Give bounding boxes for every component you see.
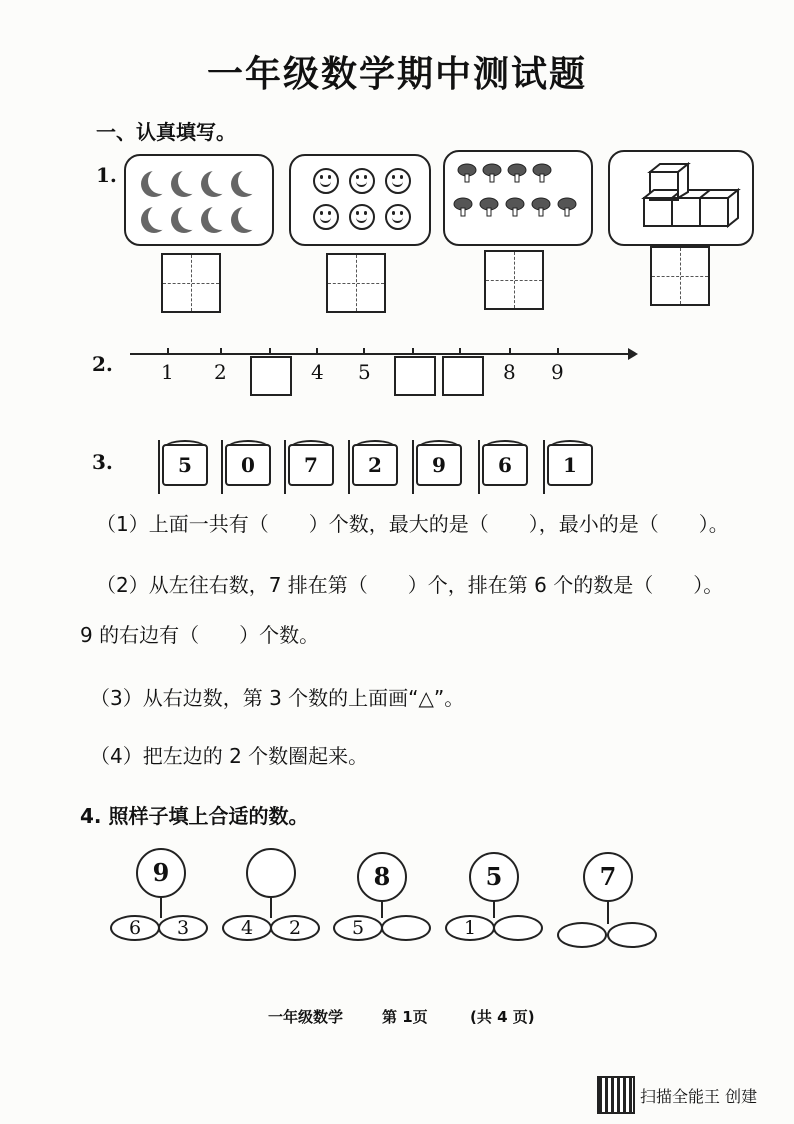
answer-box[interactable] <box>484 250 544 310</box>
smiley-icon <box>313 204 339 230</box>
smiley-icon <box>349 168 375 194</box>
moon-icon <box>208 168 234 194</box>
answer-box[interactable] <box>326 253 386 313</box>
flower-top-number: 5 <box>469 852 519 902</box>
smiley-icon <box>385 204 411 230</box>
page-title: 一年级数学期中测试题 <box>206 54 587 95</box>
tick-label: 8 <box>503 360 516 384</box>
flower-stem <box>270 896 272 918</box>
flower-left-leaf[interactable] <box>557 922 607 948</box>
flower-stem <box>493 900 495 918</box>
section-heading: 一、认真填写。 <box>96 120 236 144</box>
number-line-answer-box[interactable] <box>442 356 484 396</box>
smiley-picture <box>289 154 431 246</box>
question-text: （1）上面一共有（ ）个数，最大的是（ ），最小的是（ ）。 <box>96 512 729 536</box>
smiley-icon <box>313 168 339 194</box>
moon-icon <box>238 168 264 194</box>
number-line-answer-box[interactable] <box>250 356 292 396</box>
flower-right-leaf[interactable] <box>607 922 657 948</box>
number-flag: 5 <box>162 444 208 486</box>
tick-label: 4 <box>311 360 324 384</box>
qr-code-icon <box>597 1076 635 1114</box>
flower-top-number: 7 <box>583 852 633 902</box>
question-number: 1. <box>96 163 117 187</box>
footer-subject: 一年级数学 <box>268 1008 344 1026</box>
tick-label: 5 <box>358 360 371 384</box>
answer-box[interactable] <box>161 253 221 313</box>
question-heading: 4. 照样子填上合适的数。 <box>80 804 309 828</box>
flower-top-number[interactable] <box>246 848 296 898</box>
tick-label: 2 <box>214 360 227 384</box>
number-flag: 2 <box>352 444 398 486</box>
smiley-icon <box>349 204 375 230</box>
cube-blocks-icon <box>610 152 752 244</box>
flower-top-number: 8 <box>357 852 407 902</box>
number-flag: 9 <box>416 444 462 486</box>
footer-total-pages: (共 4 页) <box>470 1008 535 1026</box>
moon-icon <box>238 204 264 230</box>
question-text: （3）从右边数，第 3 个数的上面画“△”。 <box>90 686 465 710</box>
question-number: 3. <box>92 450 113 474</box>
moons-picture <box>124 154 274 246</box>
flower-left-leaf[interactable]: 6 <box>110 915 160 941</box>
flower-right-leaf[interactable] <box>493 915 543 941</box>
answer-box[interactable] <box>650 246 710 306</box>
footer-page-number: 第 1页 <box>382 1008 428 1026</box>
flower-right-leaf[interactable]: 3 <box>158 915 208 941</box>
question-text: （2）从左往右数，7 排在第（ ）个，排在第 6 个的数是（ ）。 <box>96 573 724 597</box>
flower-left-leaf[interactable]: 1 <box>445 915 495 941</box>
flower-stem <box>160 896 162 918</box>
flower-right-leaf[interactable]: 2 <box>270 915 320 941</box>
flower-left-leaf[interactable]: 5 <box>333 915 383 941</box>
number-flag: 6 <box>482 444 528 486</box>
scanner-label: 扫描全能王 创建 <box>640 1087 758 1106</box>
flower-stem <box>607 900 609 924</box>
moon-icon <box>178 168 204 194</box>
mushroom-picture <box>443 150 593 246</box>
smiley-icon <box>385 168 411 194</box>
question-number: 2. <box>92 352 113 376</box>
cubes-picture <box>608 150 754 246</box>
number-flag: 0 <box>225 444 271 486</box>
question-text: 9 的右边有（ ）个数。 <box>80 623 320 647</box>
mushroom-icons <box>445 152 591 244</box>
moon-icon <box>208 204 234 230</box>
moon-icon <box>148 168 174 194</box>
number-line-answer-box[interactable] <box>394 356 436 396</box>
tick-label: 9 <box>551 360 564 384</box>
flower-stem <box>381 900 383 918</box>
flower-left-leaf[interactable]: 4 <box>222 915 272 941</box>
tick-label: 1 <box>161 360 174 384</box>
number-flag: 7 <box>288 444 334 486</box>
question-text: （4）把左边的 2 个数圈起来。 <box>90 744 369 768</box>
flower-right-leaf[interactable] <box>381 915 431 941</box>
moon-icon <box>178 204 204 230</box>
number-flag: 1 <box>547 444 593 486</box>
flower-top-number: 9 <box>136 848 186 898</box>
moon-icon <box>148 204 174 230</box>
